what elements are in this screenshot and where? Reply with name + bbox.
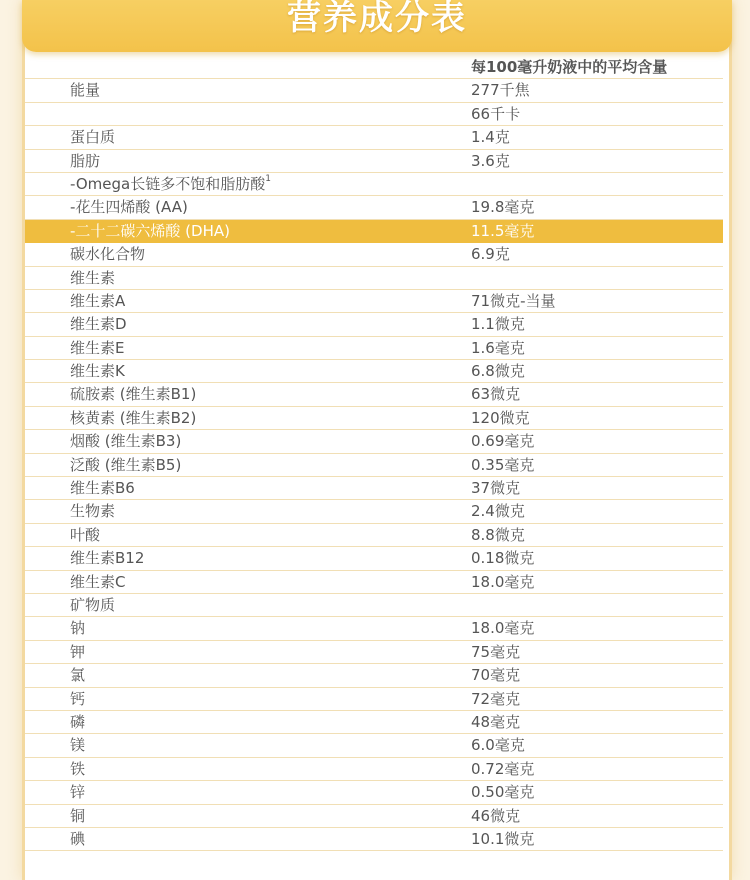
nutrient-value: 48毫克: [471, 712, 521, 731]
nutrient-name-text: 维生素K: [70, 362, 125, 381]
nutrient-value: 18.0毫克: [471, 619, 535, 638]
nutrient-value: 1.6毫克: [471, 338, 525, 357]
table-row: [25, 430, 723, 453]
table-row: [25, 524, 723, 547]
nutrient-value: 75毫克: [471, 642, 521, 661]
nutrient-value: 66千卡: [471, 104, 521, 123]
table-row: [25, 290, 723, 313]
table-row: [25, 243, 723, 266]
nutrient-name: [70, 688, 85, 710]
nutrient-value: 6.8微克: [471, 362, 525, 381]
nutrient-name: [70, 360, 125, 382]
nutrient-value: 6.0毫克: [471, 736, 525, 755]
nutrient-name-text: 维生素C: [70, 572, 126, 591]
table-row: [25, 500, 723, 523]
nutrient-name-text: 泛酸 (维生素B5): [70, 455, 182, 474]
nutrient-name: [70, 664, 85, 686]
nutrient-name-text: 蛋白质: [70, 128, 116, 147]
nutrient-name: [70, 454, 181, 476]
table-row: [25, 734, 723, 757]
table-row: [25, 383, 723, 406]
nutrient-name-text: 叶酸: [70, 525, 101, 544]
table-row: [25, 711, 723, 734]
nutrient-value: 277千焦: [471, 81, 530, 100]
nutrient-name-text: 维生素A: [70, 291, 126, 310]
nutrient-name: [70, 641, 85, 663]
table-body: [25, 79, 723, 851]
nutrient-value: 70毫克: [471, 666, 521, 685]
table-row: [25, 828, 723, 851]
nutrient-name-text: 生物素: [70, 502, 116, 521]
nutrient-name-text: 核黄素 (维生素B2): [70, 408, 197, 427]
nutrient-value: 63微克: [471, 385, 521, 404]
nutrient-name: [70, 173, 271, 195]
nutrient-name: [70, 383, 196, 405]
nutrient-name-text: 锌: [70, 783, 86, 802]
table-row: [25, 454, 723, 477]
nutrient-name-text: 磷: [70, 712, 86, 731]
nutrient-value: 8.8微克: [471, 525, 525, 544]
nutrient-name-text: 矿物质: [70, 595, 116, 614]
nutrient-name-text: 烟酸 (维生素B3): [70, 432, 182, 451]
nutrient-name: [70, 337, 124, 359]
nutrient-value: 0.18微克: [471, 549, 535, 568]
nutrient-name: [70, 500, 115, 522]
title-banner: [22, 0, 732, 52]
table-row: [25, 617, 723, 640]
nutrient-name-text: 氯: [70, 666, 86, 685]
nutrient-name: [70, 828, 85, 850]
table-row: [25, 781, 723, 804]
table-row: [25, 571, 723, 594]
nutrient-name: [70, 758, 85, 780]
nutrient-value: 46微克: [471, 806, 521, 825]
table-row: [25, 103, 723, 126]
nutrient-value: 19.8毫克: [471, 198, 535, 217]
nutrient-name-text: -二十二碳六烯酸 (DHA): [70, 221, 230, 240]
nutrient-value: 18.0毫克: [471, 572, 535, 591]
nutrient-name: [70, 617, 85, 639]
nutrient-name-text: 镁: [70, 736, 86, 755]
nutrient-name: [70, 407, 196, 429]
nutrient-value: 1.1微克: [471, 315, 525, 334]
nutrient-name: [70, 267, 115, 289]
table-row: [25, 79, 723, 102]
nutrient-value: 71微克-当量: [471, 291, 556, 310]
nutrient-name-text: 铁: [70, 759, 86, 778]
nutrient-name: [70, 243, 145, 265]
nutrient-name: [70, 524, 100, 546]
nutrient-name: [70, 805, 85, 827]
table-row: [25, 805, 723, 828]
table-row: [25, 360, 723, 383]
nutrient-name-text: 维生素D: [70, 315, 127, 334]
nutrition-table: [25, 56, 723, 851]
nutrient-name-text: 脂肪: [70, 151, 101, 170]
nutrient-name-text: 能量: [70, 81, 101, 100]
nutrient-name: [70, 781, 85, 803]
nutrient-value: 1.4克: [471, 128, 510, 147]
nutrient-name-text: 钙: [70, 689, 86, 708]
nutrient-name-text: 硫胺素 (维生素B1): [70, 385, 197, 404]
table-row: [25, 220, 723, 243]
nutrient-name: [70, 290, 125, 312]
nutrient-name-text: 碳水化合物: [70, 245, 146, 264]
nutrient-value: 0.69毫克: [471, 432, 535, 451]
nutrient-name: [70, 711, 85, 733]
nutrient-value: 6.9克: [471, 245, 510, 264]
nutrient-value: 0.50毫克: [471, 783, 535, 802]
nutrient-name-text: 维生素E: [70, 338, 125, 357]
table-row: [25, 126, 723, 149]
table-row: [25, 664, 723, 687]
nutrient-name-text: 铜: [70, 806, 86, 825]
header-value-cell: 每100毫升奶液中的平均含量: [471, 58, 668, 76]
nutrient-name-text: 钾: [70, 642, 86, 661]
table-row: [25, 758, 723, 781]
table-row: [25, 547, 723, 570]
nutrient-name: [70, 547, 144, 569]
table-row: [25, 688, 723, 711]
table-row: [25, 337, 723, 360]
nutrient-name: [70, 79, 100, 101]
footnote-marker: 1: [265, 173, 271, 184]
nutrient-name-text: -花生四烯酸 (AA): [70, 198, 188, 217]
nutrient-name-text: 维生素B12: [70, 549, 145, 568]
nutrient-name: [70, 734, 85, 756]
nutrient-name-text: 维生素: [70, 268, 116, 287]
nutrient-name: [70, 430, 181, 452]
table-row: [25, 407, 723, 430]
table-row: [25, 594, 723, 617]
nutrient-value: 0.35毫克: [471, 455, 535, 474]
table-header-row: [25, 56, 723, 79]
page-title: 营养成分表: [287, 0, 467, 38]
nutrient-name: [70, 594, 115, 616]
nutrient-value: 3.6克: [471, 151, 510, 170]
nutrient-name: [70, 126, 115, 148]
table-row: [25, 173, 723, 196]
nutrient-value: 10.1微克: [471, 829, 535, 848]
nutrient-value: 72毫克: [471, 689, 521, 708]
nutrient-name-text: 碘: [70, 829, 86, 848]
table-row: [25, 477, 723, 500]
table-row: [25, 196, 723, 219]
table-row: [25, 313, 723, 336]
nutrient-value: 2.4微克: [471, 502, 525, 521]
nutrient-value: 37微克: [471, 479, 521, 498]
nutrient-value: 0.72毫克: [471, 759, 535, 778]
nutrient-name-text: -Omega长链多不饱和脂肪酸: [70, 174, 266, 193]
nutrient-name-text: 钠: [70, 619, 86, 638]
nutrient-name: [70, 220, 230, 242]
nutrient-name: [70, 313, 127, 335]
table-row: [25, 267, 723, 290]
nutrient-name: [70, 571, 125, 593]
table-row: [25, 641, 723, 664]
nutrient-name: [70, 477, 135, 499]
nutrient-name-text: 维生素B6: [70, 479, 135, 498]
nutrient-name: [70, 150, 100, 172]
nutrient-value: 11.5毫克: [471, 221, 535, 240]
nutrient-value: 120微克: [471, 408, 530, 427]
nutrient-name: [70, 196, 188, 218]
table-row: [25, 150, 723, 173]
